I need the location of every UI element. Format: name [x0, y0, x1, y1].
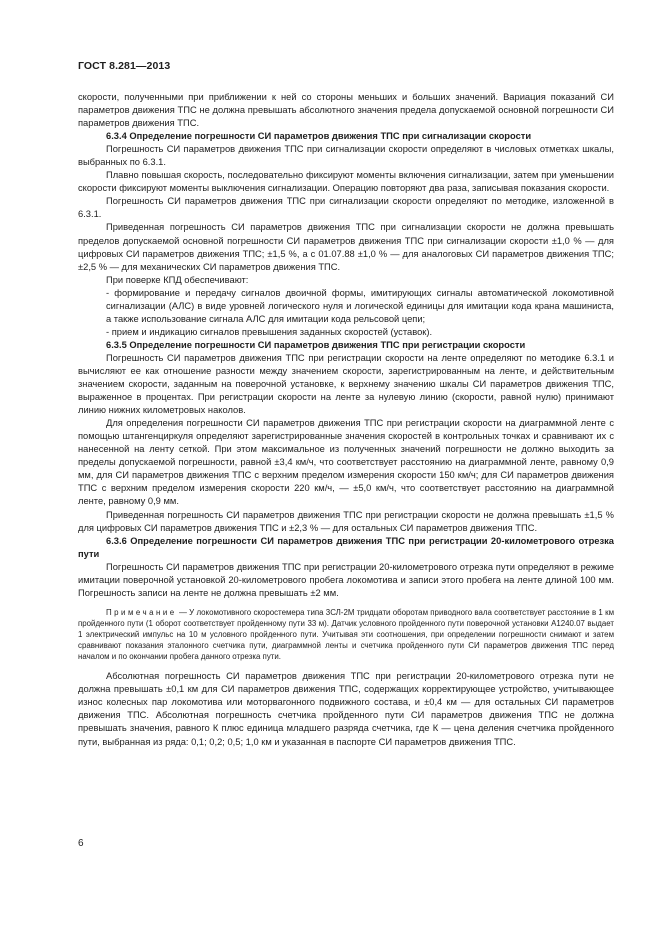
- paragraph: Погрешность СИ параметров движения ТПС при сигнализации скорости определяют в числовых отметках шкалы, выбранных по 6.3.1.: [78, 144, 614, 168]
- note: [78, 607, 614, 662]
- paragraph: Для определения погрешности СИ параметров движения ТПС при регистрации скорости на диаграммной ленте с помощью штангенциркуля определяют зарегистрированные значения скоростей в контрольных точках и сравнивают их с нанесенной на ленту сеткой. При этом максимальное из полученных значений погрешности не должно выходить за пределы допускаемой погрешности, равной ±3,4 км/ч, что соответствует расстоянию на диаграммной ленте, равному 0,9 мм, для СИ параметров движения ТПС с верхним пределом измерения скорости 150 км/ч; для СИ параметров движения ТПС с верхним пределом измерения скорости 220 км/ч, — ±5,0 км/ч, что соответствует расстоянию на диаграммной ленте, равному 0,9 мм.: [78, 418, 614, 507]
- standard-header: ГОСТ 8.281—2013: [78, 60, 171, 72]
- note-label: Примечание: [106, 607, 177, 617]
- paragraph: Плавно повышая скорость, последовательно фиксируют моменты включения сигнализации, затем при уменьшении скорости фиксируют моменты выключения сигнализации. Операцию повторяют два раза, записывая показания скорости.: [78, 170, 614, 194]
- paragraph: Приведенная погрешность СИ параметров движения ТПС при регистрации скорости не должна превышать ±1,5 % для цифровых СИ параметров движения ТПС и ±2,3 % — для остальных СИ параметров движения ТПС.: [78, 509, 614, 533]
- paragraph: Абсолютная погрешность СИ параметров движения ТПС при регистрации 20-километрового отрезка пути не должна превышать ±0,1 км для СИ параметров движения ТПС, содержащих корректирующее устройство, учитывающее износ колесных пар локомотива или моторвагонного подвижного состава, и ±0,4 км — для остальных СИ параметров движения ТПС. Абсолютная погрешность счетчика пройденного пути СИ параметров движения ТПС не должна превышать значения, равного К плюс единица младшего разряда счетчика, где К — цена деления счетчика пройденного пути, выбранная из ряда: 0,1; 0,2; 0,5; 1,0 км и указанная в паспорте СИ параметров движения ТПС.: [78, 671, 614, 747]
- paragraph: Приведенная погрешность СИ параметров движения ТПС при сигнализации скорости не должна превышать пределов допускаемой основной погрешности СИ параметров движения ТПС при сигнализации скорости ±1,0 % — для цифровых СИ параметров движения ТПС; ±1,5 %, а с 01.07.88 ±1,0 % — для аналоговых СИ параметров движения ТПС; ±2,5 % — для механических СИ параметров движения ТПС.: [78, 222, 614, 272]
- note-text: — У локомотивного скоростемера типа 3СЛ-2М тридцати оборотам приводного вала соответствует расстояние в 1 км пройденного пути (1 оборот соответствует пройденному пути 33 м). Датчик условного пройденного пути поверочной установки А1240.07 выдает 1 электрический импульс на 10 м условного пройденного пути. Учитывая эти соотношения, при определении погрешности снимают и затем сравнивают показания эталонного счетчика пути, диаграммной ленты и счетчика пройденного пути СИ параметров движения ТПС перед началом и по окончании пробега данного отрезка пути.: [78, 607, 614, 662]
- section-heading-6-3-6: 6.3.6 Определение погрешности СИ параметров движения ТПС при регистрации 20-километрового отрезка пути: [78, 535, 614, 559]
- paragraph: Погрешность СИ параметров движения ТПС при сигнализации скорости определяют по методике, изложенной в 6.3.1.: [78, 196, 614, 220]
- paragraph: При поверке КПД обеспечивают:: [106, 274, 249, 285]
- paragraph: Погрешность СИ параметров движения ТПС при регистрации скорости на ленте определяют по методике 6.3.1 и вычисляют ее как отношение разности между значением скорости, зарегистрированным на ленте, и действительным значением скорости, заданным на поверочной установке, к верхнему значению шкалы СИ параметров движения ТПС, выраженное в процентах. При регистрации скорости на ленте за нулевую линию (скорости, равной нулю) принимают линию нижних километровых наколов.: [78, 352, 614, 416]
- page-body: [78, 91, 614, 749]
- paragraph: Погрешность СИ параметров движения ТПС при регистрации 20-километрового отрезка пути определяют в режиме имитации поверочной установкой 20-километрового пробега локомотива и записи этого пробега на ленте длиной 100 мм. Погрешность записи на ленте не должна превышать ±2 мм.: [78, 561, 614, 598]
- list-item: - прием и индикацию сигналов превышения заданных скоростей (уставок).: [106, 326, 433, 337]
- list-item: - формирование и передачу сигналов двоичной формы, имитирующих сигналы автоматической локомотивной сигнализации (АЛС) в виде уровней логического нуля и логической единицы для имитации кода крана машиниста, а также использование сигнала АЛС для имитации кода рельсовой цепи;: [106, 287, 614, 324]
- section-heading-6-3-5: 6.3.5 Определение погрешности СИ параметров движения ТПС при регистрации скорости: [106, 339, 526, 350]
- page-number: 6: [78, 838, 84, 849]
- paragraph: скорости, полученными при приближении к ней со стороны меньших и больших значений. Вариация показаний СИ параметров движения ТПС не должна превышать абсолютного значения предела допускаемой основной погрешности СИ параметров движения ТПС.: [78, 92, 614, 129]
- section-heading-6-3-4: 6.3.4 Определение погрешности СИ параметров движения ТПС при сигнализации скорости: [106, 131, 532, 142]
